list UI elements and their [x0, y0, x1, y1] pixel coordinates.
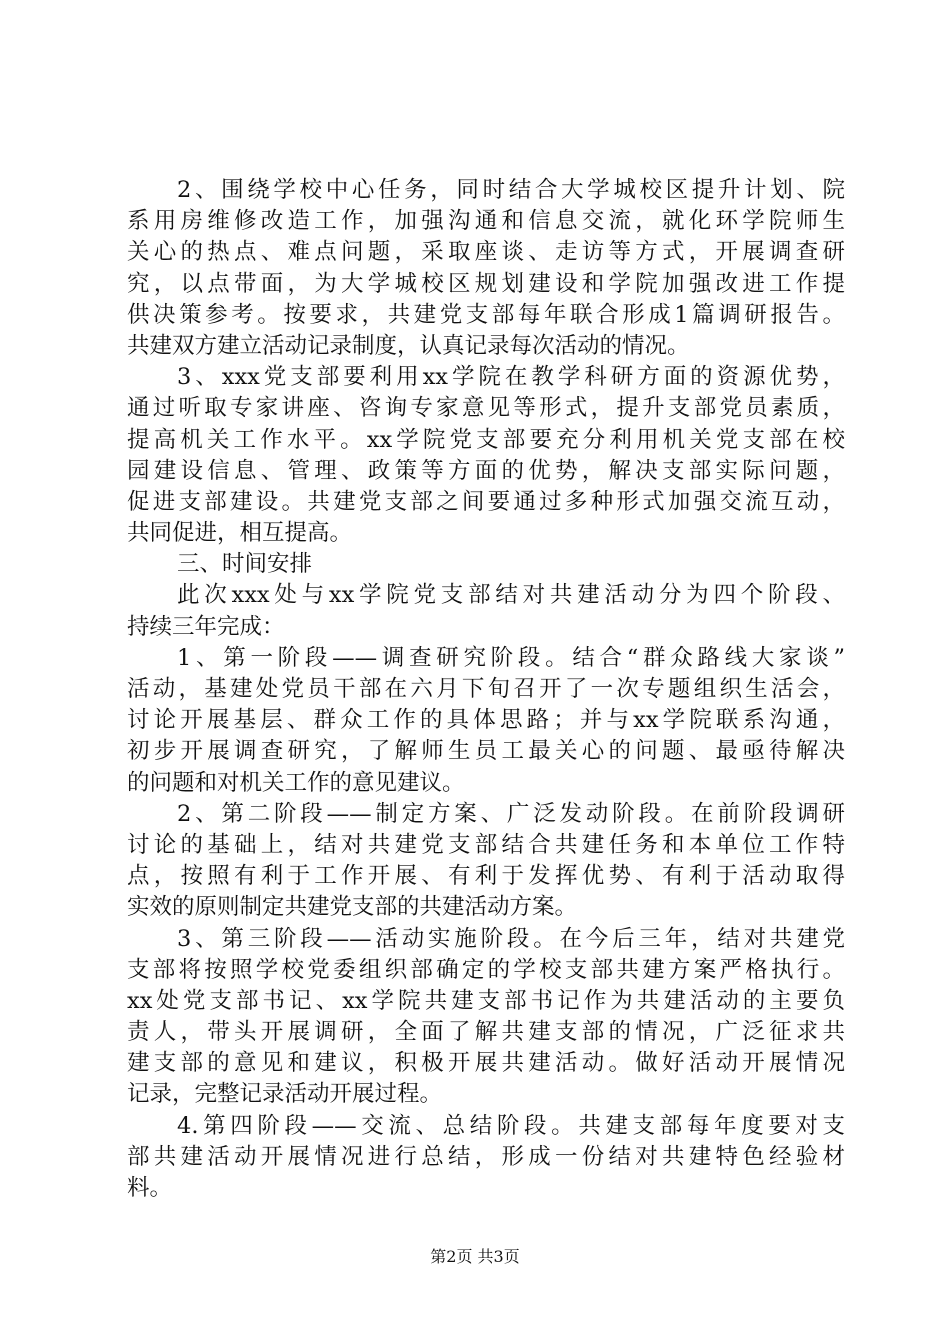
text-line: 支部将按照学校党委组织部确定的学校支部共建方案严格执行。 [127, 956, 845, 983]
text-line: 讨论开展基层、群众工作的具体思路；并与xx学院联系沟通， [127, 707, 845, 734]
text-line: 系用房维修改造工作，加强沟通和信息交流，就化环学院师生 [127, 208, 845, 235]
text-line: 实效的原则制定共建党支部的共建活动方案。 [127, 894, 578, 921]
text-line: 2、围绕学校中心任务，同时结合大学城校区提升计划、院 [177, 177, 845, 203]
text-line: 三、时间安排 [177, 551, 313, 578]
text-line: 供决策参考。按要求，共建党支部每年联合形成1篇调研报告。 [127, 301, 845, 328]
text-line: 部共建活动开展情况进行总结，形成一份结对共建特色经验材 [127, 1143, 845, 1170]
text-line: 2、第二阶段——制定方案、广泛发动阶段。在前阶段调研 [177, 800, 845, 827]
text-line: 共建双方建立活动记录制度，认真记录每次活动的情况。 [127, 332, 690, 359]
text-line: 究，以点带面，为大学城校区规划建设和学院加强改进工作提 [127, 270, 845, 297]
text-line: 点，按照有利于工作开展、有利于发挥优势、有利于活动取得 [127, 863, 845, 890]
text-line: 此次xxx处与xx学院党支部结对共建活动分为四个阶段、 [177, 582, 845, 609]
page-footer: 第2页 共3页 [430, 1247, 520, 1266]
text-line: xx处党支部书记、xx学院共建支部书记作为共建活动的主要负 [127, 987, 845, 1014]
text-line: 料。 [127, 1175, 173, 1201]
text-line: 讨论的基础上，结对共建党支部结合共建任务和本单位工作特 [127, 831, 845, 858]
text-line: 记录，完整记录活动开展过程。 [127, 1081, 443, 1108]
text-line: 关心的热点、难点问题，采取座谈、走访等方式，开展调查研 [127, 239, 845, 266]
text-line: 活动，基建处党员干部在六月下旬召开了一次专题组织生活会， [127, 676, 845, 702]
text-line: 建支部的意见和建议，积极开展共建活动。做好活动开展情况 [127, 1050, 845, 1077]
text-line: 3、xxx党支部要利用xx学院在教学科研方面的资源优势， [177, 364, 845, 391]
text-line: 提高机关工作水平。xx学院党支部要充分利用机关党支部在校 [127, 426, 845, 453]
document-body [127, 175, 845, 1204]
text-line: 责人，带头开展调研，全面了解共建支部的情况，广泛征求共 [127, 1019, 845, 1046]
text-line: 3、第三阶段——活动实施阶段。在今后三年，结对共建党 [177, 925, 845, 952]
text-line: 的问题和对机关工作的意见建议。 [127, 769, 465, 796]
text-line: 初步开展调查研究，了解师生员工最关心的问题、最亟待解决 [127, 738, 845, 765]
text-line: 共同促进，相互提高。 [127, 520, 353, 547]
text-line: 持续三年完成： [127, 613, 285, 640]
text-line: 促进支部建设。共建党支部之间要通过多种形式加强交流互动， [127, 488, 845, 515]
text-line: 4.第四阶段——交流、总结阶段。共建支部每年度要对支 [177, 1112, 845, 1139]
text-line: 通过听取专家讲座、咨询专家意见等形式，提升支部党员素质， [127, 395, 845, 422]
text-line: 园建设信息、管理、政策等方面的优势，解决支部实际问题， [127, 457, 845, 484]
text-line: 1、第一阶段——调查研究阶段。结合“群众路线大家谈” [177, 644, 845, 671]
